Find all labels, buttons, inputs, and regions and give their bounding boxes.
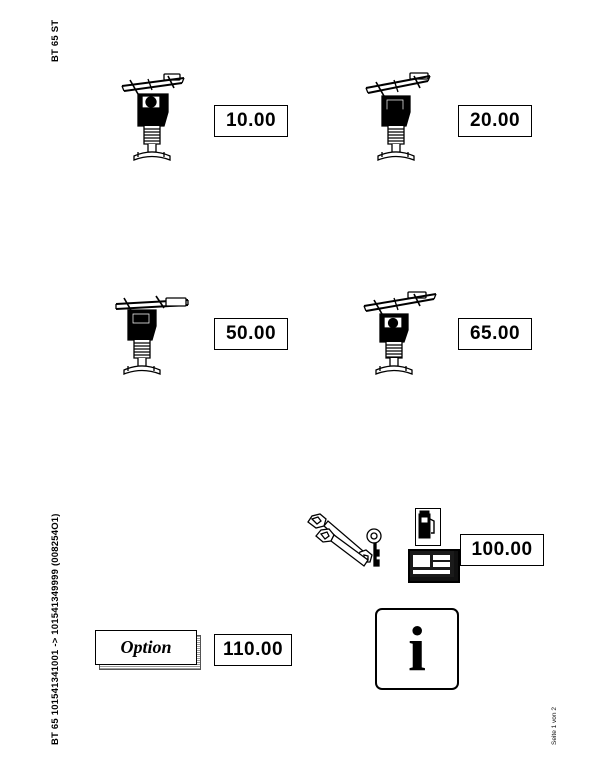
page-number-footer: Seite 1 von 2 bbox=[551, 707, 558, 745]
serial-number-range: BT 65 101541341001 -> 101541349999 (008254O1) bbox=[50, 513, 61, 745]
fuel-pump-icon bbox=[415, 508, 441, 546]
rammer-machine-icon bbox=[104, 280, 200, 376]
price-box: 100.00 bbox=[460, 534, 544, 566]
rammer-machine-icon bbox=[108, 68, 198, 164]
control-panel-icon bbox=[408, 549, 460, 583]
tools-and-accessories-icon bbox=[300, 500, 410, 580]
rammer-machine-icon bbox=[352, 68, 442, 164]
option-tag-face bbox=[95, 630, 197, 665]
price-box: 65.00 bbox=[458, 318, 532, 350]
price-box: 10.00 bbox=[214, 105, 288, 137]
price-box: 50.00 bbox=[214, 318, 288, 350]
price-box: 110.00 bbox=[214, 634, 292, 666]
info-symbol bbox=[375, 608, 459, 690]
price-box: 20.00 bbox=[458, 105, 532, 137]
option-label: Option bbox=[120, 637, 172, 657]
option-tag-icon bbox=[95, 630, 199, 668]
page-title: BT 65 ST bbox=[50, 19, 61, 62]
info-letter: i bbox=[408, 613, 426, 684]
rammer-machine-icon bbox=[350, 280, 446, 376]
